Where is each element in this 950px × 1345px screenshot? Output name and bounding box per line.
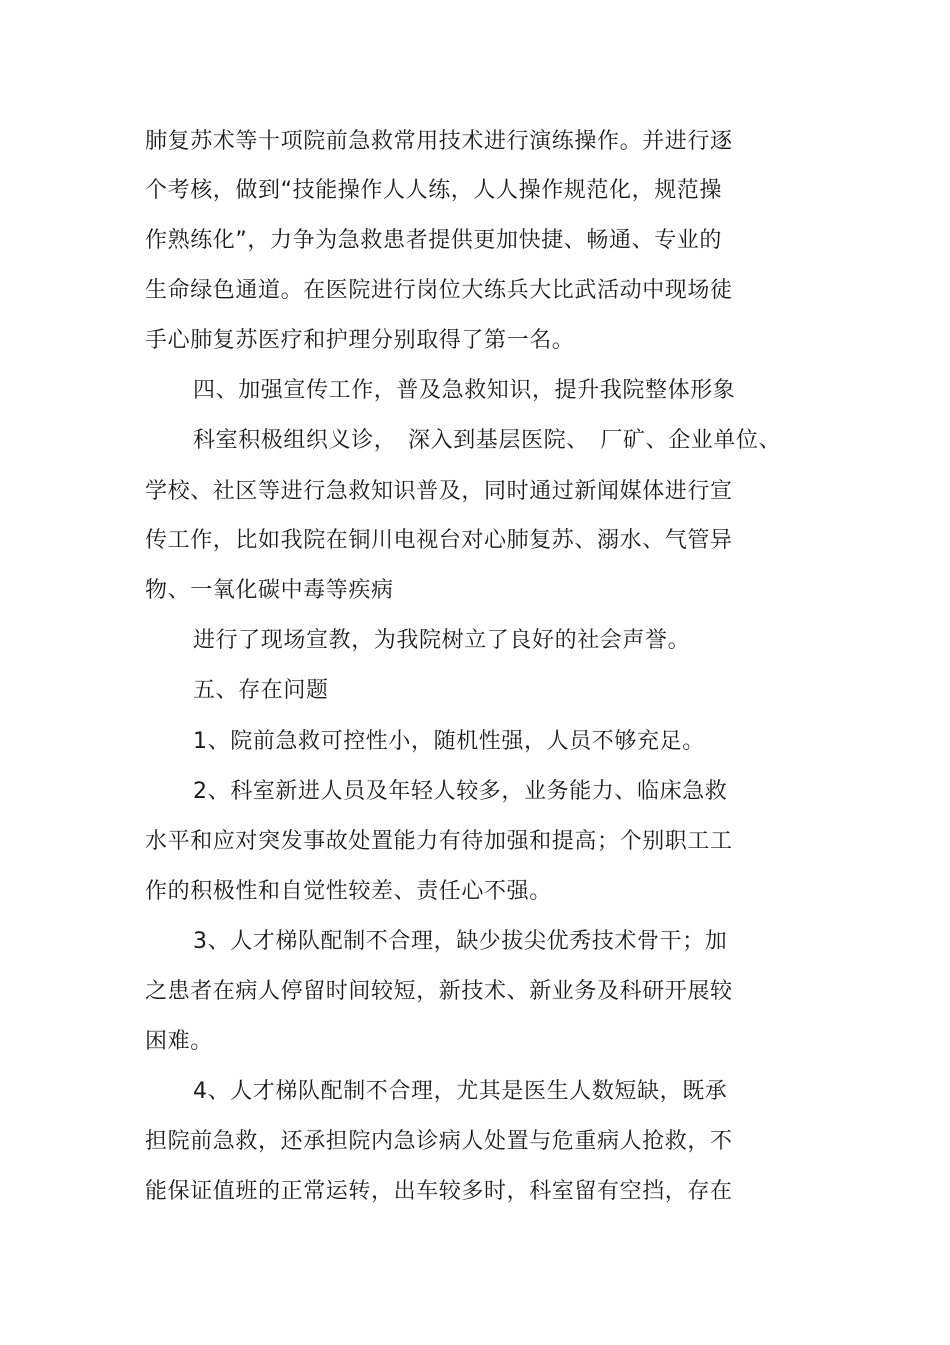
list-item: 2、科室新进人员及年轻人较多，业务能力、临床急救	[193, 779, 728, 804]
text-line: 困难。	[145, 1029, 213, 1054]
text-line: 手心肺复苏医疗和护理分别取得了第一名。	[145, 328, 575, 353]
text-line: 生命绿色通道。在医院进行岗位大练兵大比武活动中现场徒	[145, 278, 733, 303]
text-line: 科室积极组织义诊， 深入到基层医院、 厂矿、企业单位、	[193, 428, 782, 453]
text-line: 传工作，比如我院在铜川电视台对心肺复苏、溺水、气管异	[145, 528, 733, 553]
text-line: 水平和应对突发事故处置能力有待加强和提高；个别职工工	[145, 829, 733, 854]
text-line: 担院前急救，还承担院内急诊病人处置与危重病人抢救，不	[145, 1129, 733, 1154]
list-item: 1、院前急救可控性小，随机性强，人员不够充足。	[193, 729, 705, 754]
text-line: 能保证值班的正常运转，出车较多时，科室留有空挡，存在	[145, 1179, 733, 1204]
section-heading: 四、加强宣传工作，普及急救知识，提升我院整体形象	[193, 378, 736, 403]
text-line: 物、一氧化碳中毒等疾病	[145, 578, 394, 603]
list-item: 3、人才梯队配制不合理，缺少拔尖优秀技术骨干；加	[193, 929, 728, 954]
text-line: 进行了现场宣教，为我院树立了良好的社会声誉。	[193, 628, 691, 653]
text-line: 个考核，做到“技能操作人人练，人人操作规范化，规范操	[145, 178, 722, 203]
text-line: 之患者在病人停留时间较短，新技术、新业务及科研开展较	[145, 979, 733, 1004]
list-item: 4、人才梯队配制不合理，尤其是医生人数短缺，既承	[193, 1079, 728, 1104]
text-line: 作的积极性和自觉性较差、责任心不强。	[145, 879, 552, 904]
section-heading: 五、存在问题	[193, 678, 329, 703]
text-line: 作熟练化”，力争为急救患者提供更加快捷、畅通、专业的	[145, 228, 722, 253]
text-line: 肺复苏术等十项院前急救常用技术进行演练操作。并进行逐	[145, 129, 733, 154]
text-line: 学校、社区等进行急救知识普及，同时通过新闻媒体进行宣	[145, 479, 733, 504]
